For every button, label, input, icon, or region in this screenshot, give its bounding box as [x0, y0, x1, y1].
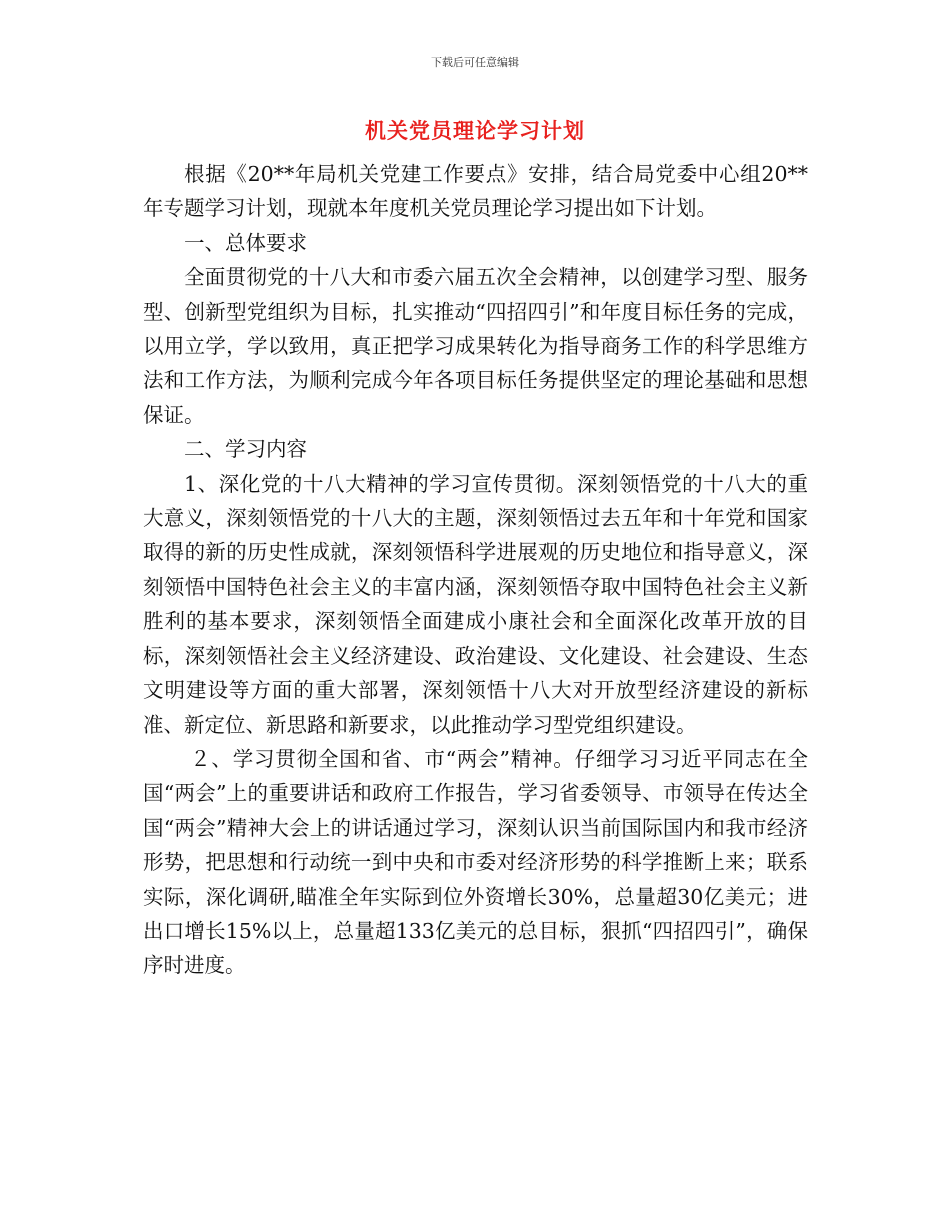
- general-requirements-paragraph: 全面贯彻党的十八大和市委六届五次全会精神，以创建学习型、服务型、创新型党组织为目标，扎实推动“四招四引”和年度目标任务的完成，以用立学，学以致用，真正把学习成果转化为指导商务工作的科学思维方法和工作方法，为顺利完成今年各项目标任务提供坚定的理论基础和思想保证。: [143, 265, 808, 427]
- intro-paragraph: 根据《20**年局机关党建工作要点》安排，结合局党委中心组20**年专题学习计划，现就本年度机关党员理论学习提出如下计划。: [143, 162, 808, 221]
- document-title: 机关党员理论学习计划: [365, 118, 585, 143]
- section-heading-study-content: 二、学习内容: [184, 437, 307, 462]
- document-body: [143, 157, 808, 983]
- section-heading-general-requirements: 一、总体要求: [184, 230, 307, 255]
- study-content-item-2: ２、学习贯彻全国和省、市“两会”精神。仔细学习习近平同志在全国“两会”上的重要讲话和政府工作报告，学习省委领导、市领导在传达全国“两会”精神大会上的讲话通过学习，深刻认识当前国际国内和我市经济形势，把思想和行动统一到中央和市委对经济形势的科学推断上来；联系实际，深化调研,瞄准全年实际到位外资增长30%，总量超30亿美元；进出口增长15%以上，总量超133亿美元的总目标，狠抓“四招四引”，确保序时进度。: [143, 746, 808, 978]
- study-content-item-1: 1、深化党的十八大精神的学习宣传贯彻。深刻领悟党的十八大的重大意义，深刻领悟党的十八大的主题，深刻领悟过去五年和十年党和国家取得的新的历史性成就，深刻领悟科学进展观的历史地位和指导意义，深刻领悟中国特色社会主义的丰富内涵，深刻领悟夺取中国特色社会主义新胜利的基本要求，深刻领悟全面建成小康社会和全面深化改革开放的目标，深刻领悟社会主义经济建设、政治建设、文化建设、社会建设、生态文明建设等方面的重大部署，深刻领悟十八大对开放型经济建设的新标准、新定位、新思路和新要求，以此推动学习型党组织建设。: [143, 471, 808, 737]
- header-note: 下载后可任意编辑: [431, 56, 519, 69]
